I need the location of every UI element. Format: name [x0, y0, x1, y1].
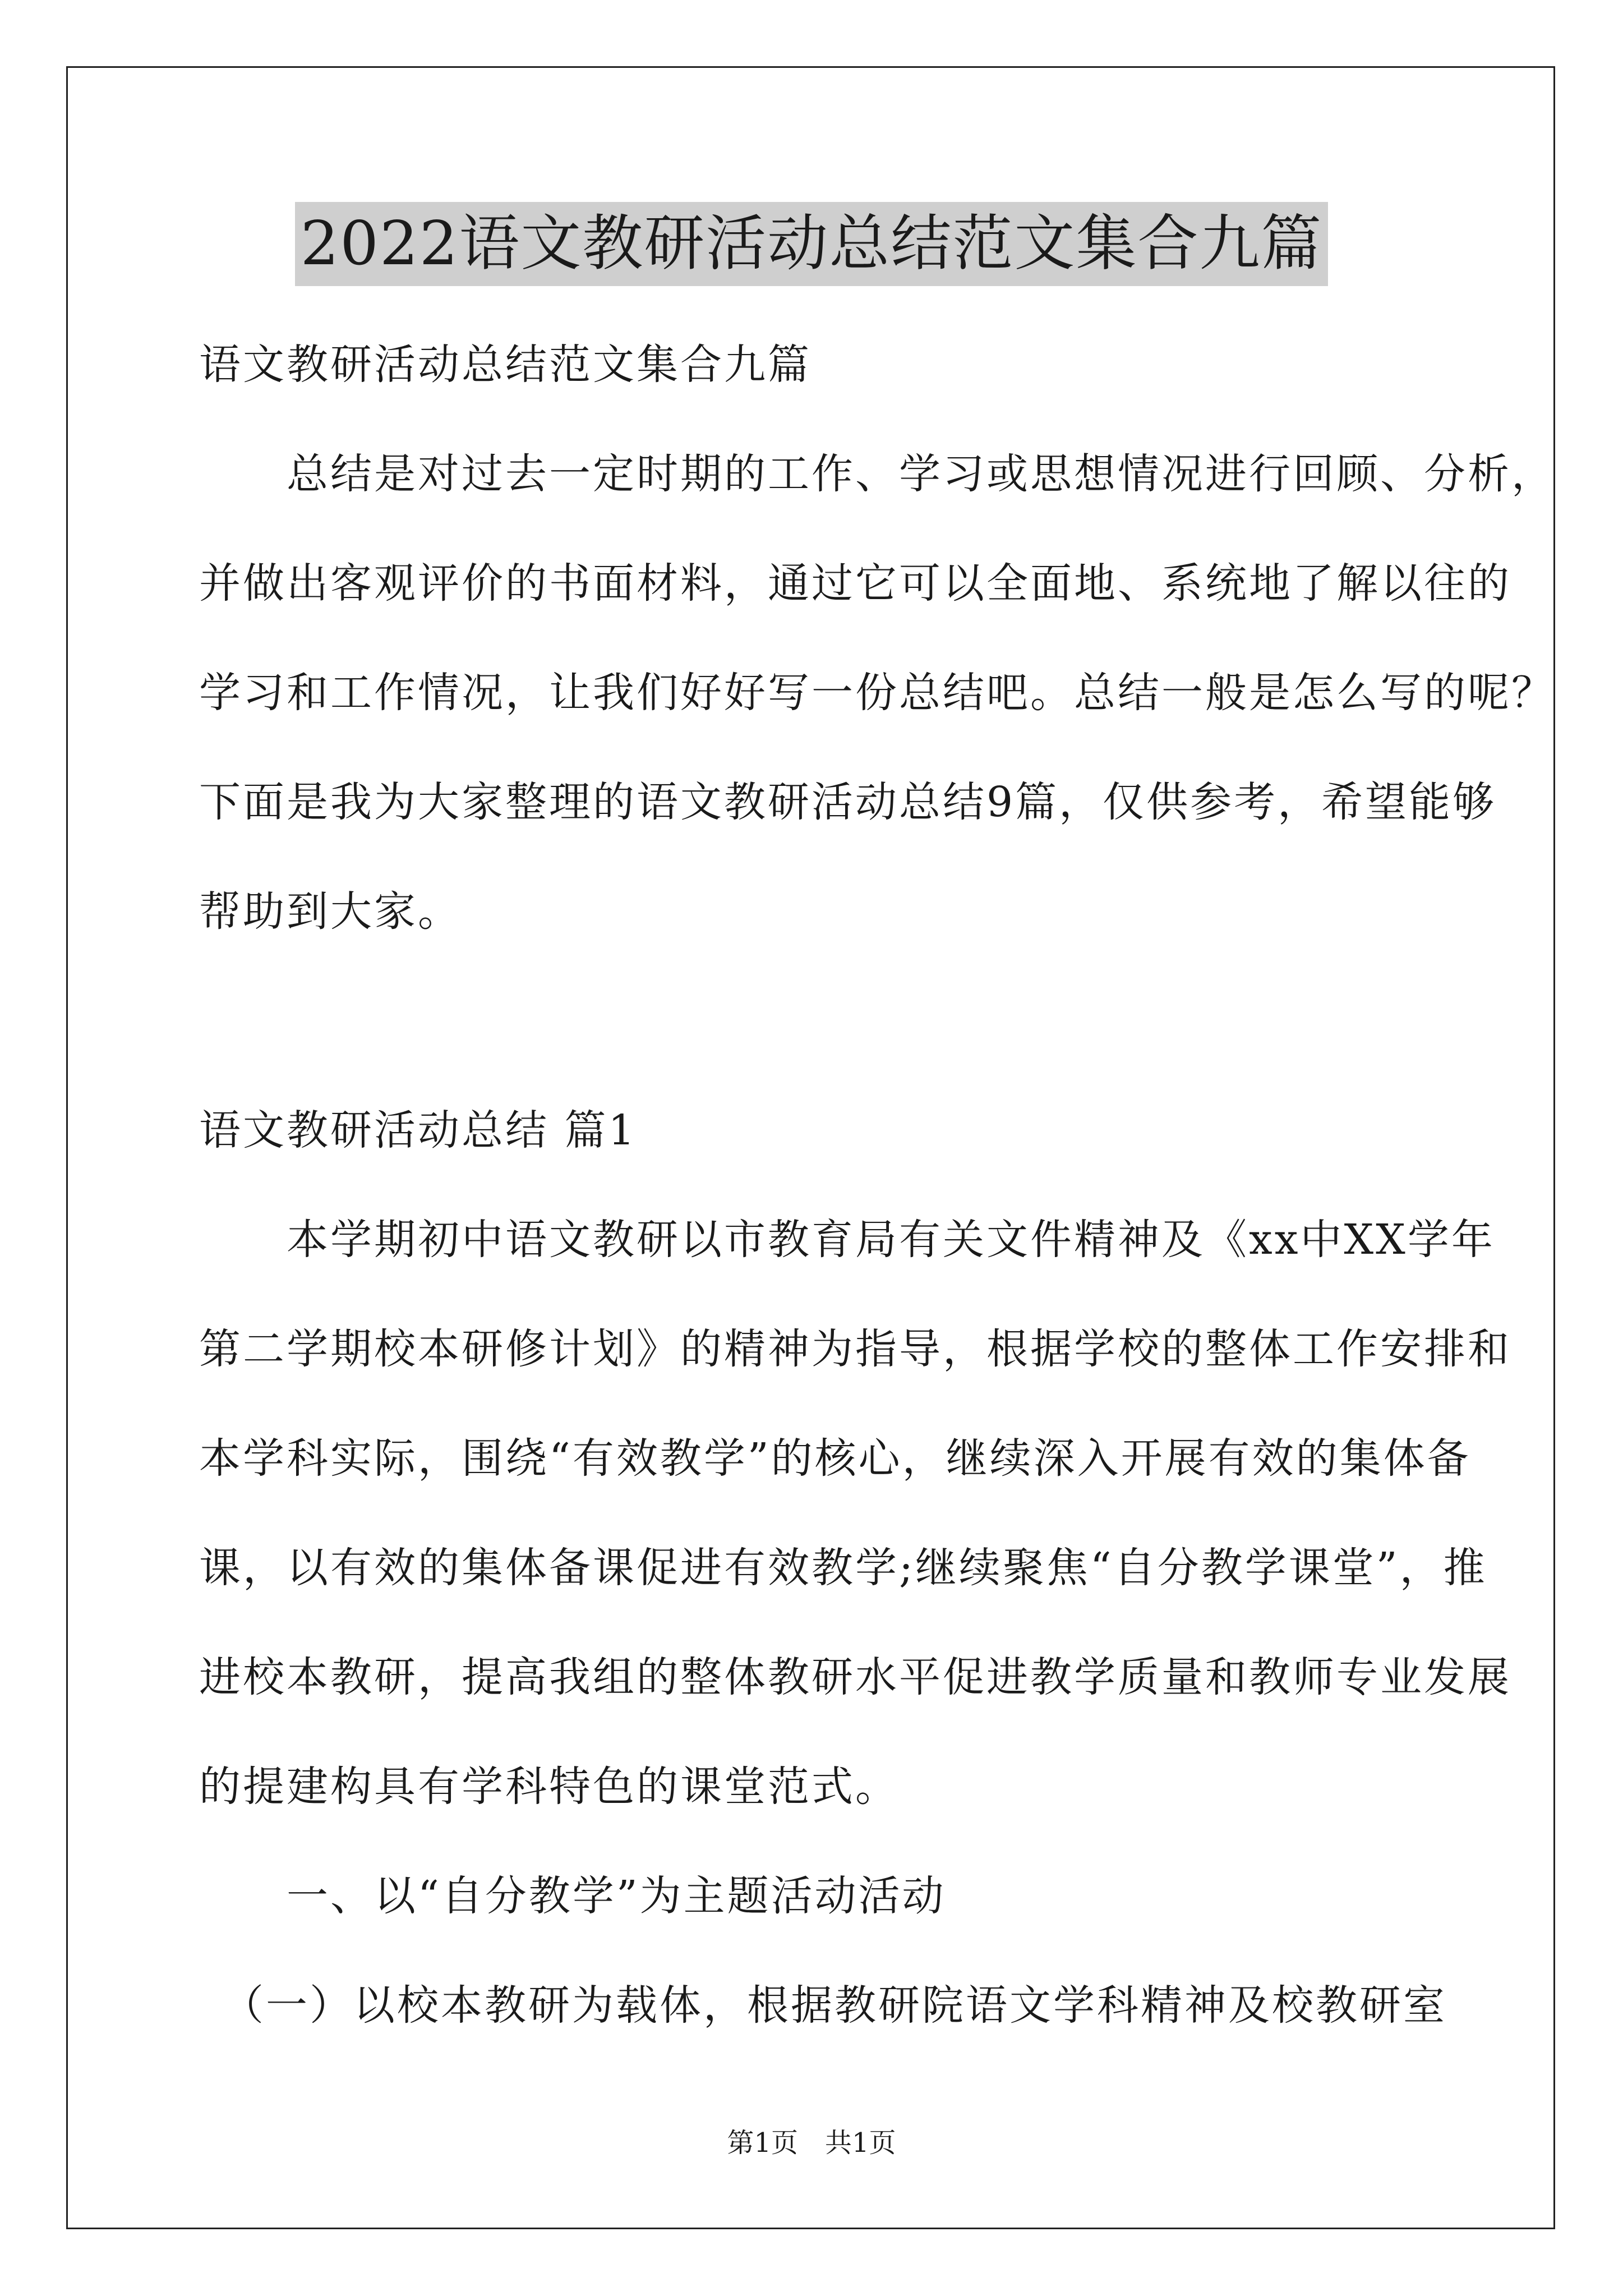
paragraph-line: 本学期初中语文教研以市教育局有关文件精神及《xx中XX学年 — [199, 1216, 1495, 1264]
paragraph-line: 进校本教研，提高我组的整体教研水平促进教学质量和教师专业发展 — [199, 1653, 1511, 1701]
paragraph-line: 第二学期校本研修计划》的精神为指导，根据学校的整体工作安排和 — [199, 1325, 1511, 1373]
page-footer: 第1页 共1页 — [727, 2127, 896, 2159]
paragraph-line: 本学科实际，围绕“有效教学”的核心，继续深入开展有效的集体备 — [199, 1434, 1471, 1483]
subtitle-line: 语文教研活动总结范文集合九篇 — [199, 341, 811, 389]
paragraph-line: 课，以有效的集体备课促进有效教学;继续聚焦“自分教学课堂”，推 — [199, 1544, 1487, 1592]
title-wrap — [0, 202, 1623, 286]
paragraph-line: 的提建构具有学科特色的课堂范式。 — [199, 1763, 899, 1811]
document-title: 2022语文教研活动总结范文集合九篇 — [295, 202, 1329, 286]
list-heading: 一、以“自分教学”为主题活动活动 — [199, 1872, 946, 1920]
paragraph-line: 总结是对过去一定时期的工作、学习或思想情况进行回顾、分析， — [199, 450, 1555, 498]
paragraph-line: 下面是我为大家整理的语文教研活动总结9篇，仅供参考，希望能够 — [199, 778, 1497, 826]
paragraph-line: 帮助到大家。 — [199, 887, 462, 936]
paragraph-line: 学习和工作情况，让我们好好写一份总结吧。总结一般是怎么写的呢？ — [199, 669, 1555, 717]
paragraph-line: （一）以校本教研为载体，根据教研院语文学科精神及校教研室 — [199, 1981, 1447, 2030]
paragraph-line: 并做出客观评价的书面材料，通过它可以全面地、系统地了解以往的 — [199, 559, 1511, 608]
section-heading: 语文教研活动总结 篇1 — [199, 1106, 637, 1154]
